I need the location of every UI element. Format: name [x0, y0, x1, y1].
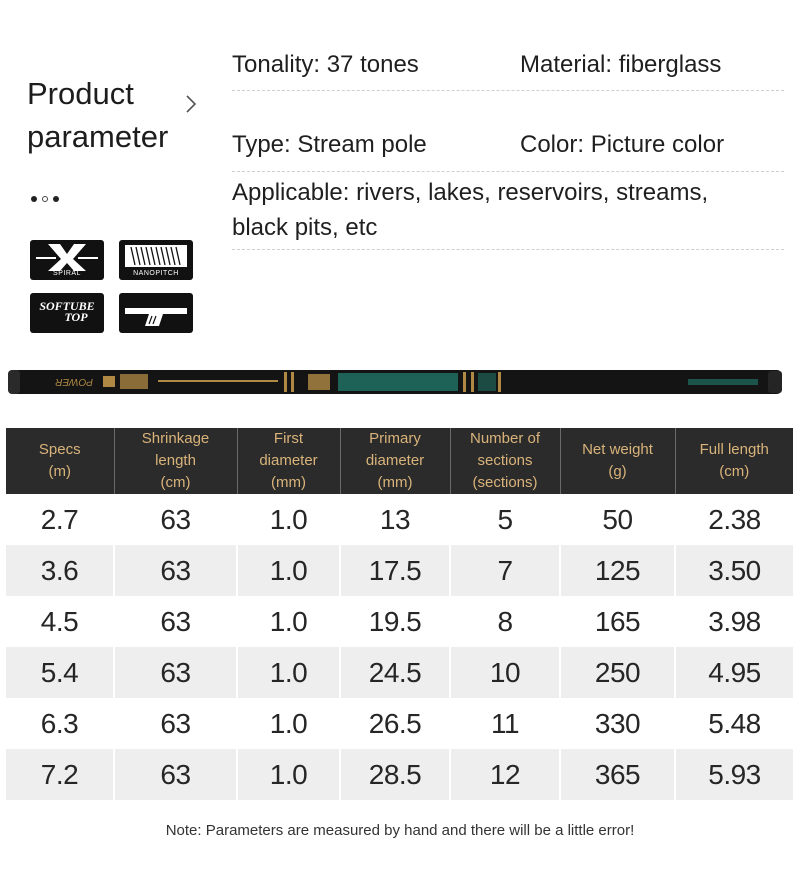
softube-line-2: TOP — [64, 310, 88, 324]
color-spec: Color: Picture color — [520, 131, 725, 158]
tonality-spec: Tonality: 37 tones — [232, 51, 419, 78]
table-row — [6, 596, 793, 647]
spec-table — [6, 428, 793, 800]
table-row — [6, 647, 793, 698]
table-cell: 11 — [450, 698, 560, 749]
table-cell: 250 — [560, 647, 675, 698]
table-cell: 3.6 — [6, 545, 114, 596]
header-shrinkage-length: Shrinkage length (cm) — [114, 428, 237, 494]
table-cell: 10 — [450, 647, 560, 698]
carousel-dots — [31, 196, 59, 202]
table-cell: 7.2 — [6, 749, 114, 800]
table-cell: 1.0 — [237, 698, 340, 749]
x-spiral-badge — [30, 240, 104, 280]
header-first-diameter: First diameter (mm) — [237, 428, 340, 494]
table-cell: 6.3 — [6, 698, 114, 749]
table-cell: 165 — [560, 596, 675, 647]
table-cell: 330 — [560, 698, 675, 749]
dot-icon — [53, 196, 59, 202]
dot-icon — [31, 196, 37, 202]
table-cell: 1.0 — [237, 494, 340, 545]
table-cell: 1.0 — [237, 545, 340, 596]
type-spec: Type: Stream pole — [232, 131, 427, 158]
fast-tip-badge — [119, 293, 193, 333]
table-cell: 12 — [450, 749, 560, 800]
softube-line-1: SOFTUBE — [39, 299, 95, 313]
x-spiral-label: SPIRAL — [53, 270, 81, 277]
table-cell: 365 — [560, 749, 675, 800]
table-cell: 63 — [114, 749, 237, 800]
softube-top-badge — [30, 293, 104, 333]
table-cell: 63 — [114, 698, 237, 749]
table-cell: 1.0 — [237, 596, 340, 647]
table-cell: 8 — [450, 596, 560, 647]
spec-table-head — [6, 428, 793, 494]
table-cell: 1.0 — [237, 647, 340, 698]
dot-icon — [42, 196, 48, 202]
table-cell: 1.0 — [237, 749, 340, 800]
table-row — [6, 749, 793, 800]
table-cell: 5.93 — [675, 749, 793, 800]
table-cell: 3.98 — [675, 596, 793, 647]
table-cell: 4.95 — [675, 647, 793, 698]
applicable-spec-line-2: black pits, etc — [232, 214, 378, 241]
rod-power-label: POWER — [55, 376, 93, 387]
table-cell: 5.48 — [675, 698, 793, 749]
table-cell: 50 — [560, 494, 675, 545]
nanopitch-label: NANOPITCH — [133, 270, 179, 277]
table-cell: 24.5 — [340, 647, 450, 698]
header-specs: Specs (m) — [6, 428, 114, 494]
title-line-2: parameter — [27, 119, 169, 154]
header-number-of-sections: Number of sections (sections) — [450, 428, 560, 494]
measurement-note: Note: Parameters are measured by hand and there will be a little error! — [165, 822, 635, 839]
divider — [232, 249, 784, 250]
header-net-weight: Net weight (g) — [560, 428, 675, 494]
table-cell: 3.50 — [675, 545, 793, 596]
table-cell: 63 — [114, 647, 237, 698]
table-cell: 5.4 — [6, 647, 114, 698]
table-cell: 28.5 — [340, 749, 450, 800]
title-line-1: Product — [27, 76, 134, 111]
spec-table-body — [6, 494, 793, 800]
table-cell: 19.5 — [340, 596, 450, 647]
table-cell: 7 — [450, 545, 560, 596]
table-cell: 2.38 — [675, 494, 793, 545]
nanopitch-badge — [119, 240, 193, 280]
table-cell: 63 — [114, 494, 237, 545]
table-cell: 63 — [114, 545, 237, 596]
table-cell: 5 — [450, 494, 560, 545]
table-cell: 63 — [114, 596, 237, 647]
table-cell: 17.5 — [340, 545, 450, 596]
header-primary-diameter: Primary diameter (mm) — [340, 428, 450, 494]
table-cell: 13 — [340, 494, 450, 545]
applicable-spec-line-1: Applicable: rivers, lakes, reservoirs, streams, — [232, 179, 709, 206]
table-cell: 125 — [560, 545, 675, 596]
table-cell: 2.7 — [6, 494, 114, 545]
rod-tip-icon — [119, 293, 193, 333]
material-spec: Material: fiberglass — [520, 51, 722, 78]
table-cell: 26.5 — [340, 698, 450, 749]
divider — [232, 171, 784, 172]
product-parameter-title — [27, 72, 207, 158]
header-full-length: Full length (cm) — [675, 428, 793, 494]
table-cell: 4.5 — [6, 596, 114, 647]
chevron-right-icon — [185, 94, 197, 114]
table-row — [6, 698, 793, 749]
fishing-rod-image — [8, 364, 782, 398]
divider — [232, 90, 784, 91]
table-row — [6, 494, 793, 545]
table-row — [6, 545, 793, 596]
